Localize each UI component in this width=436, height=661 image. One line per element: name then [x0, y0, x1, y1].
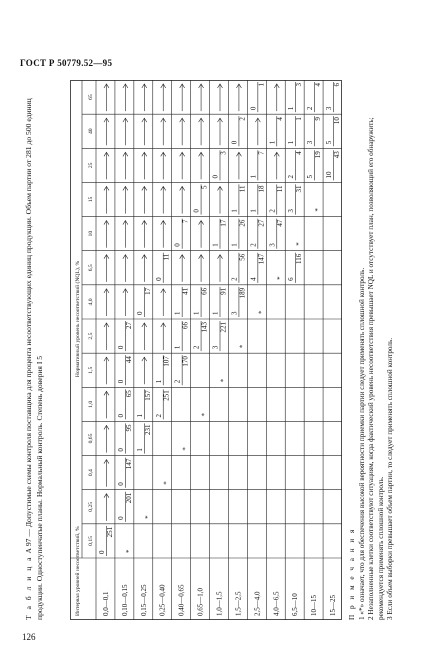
cell-sample-size: 19 — [314, 151, 323, 159]
cell-sample-size: 143 — [200, 322, 209, 333]
cell-sample-size: 107 — [162, 356, 171, 367]
row-label-interval: 15—25 — [329, 595, 338, 616]
cell-sample-size: 116 — [295, 253, 304, 264]
cell-star-mark: * — [200, 412, 209, 417]
cell-sample-size: 251 — [162, 390, 171, 401]
column-header-nql: 65 — [88, 94, 94, 100]
column-header-nql: 0,4 — [88, 469, 94, 477]
cell-sample-size: 157 — [143, 390, 152, 401]
cell-acceptance-number: 3 — [268, 243, 277, 247]
cell-sample-size: 4 — [276, 117, 285, 121]
column-header-nql: 0,65 — [88, 433, 94, 444]
row-label-interval: 2,5—4,0 — [253, 591, 262, 616]
column-header-nql: 1,5 — [88, 366, 94, 374]
rotated-table-block — [22, 80, 422, 620]
cell-sample-size: 231 — [143, 424, 152, 435]
cell-acceptance-number: 0 — [98, 550, 106, 554]
column-header-nql: 4,0 — [88, 298, 94, 306]
column-header-nql: 10 — [88, 230, 94, 237]
cell-sample-size: 5 — [200, 185, 209, 189]
cell-sample-size: 27 — [257, 219, 266, 227]
cell-acceptance-number: 1 — [173, 345, 182, 350]
cell-star-mark: * — [124, 549, 133, 553]
cell-sample-size: 147 — [124, 458, 133, 470]
cell-acceptance-number: 0 — [249, 106, 258, 111]
cell-acceptance-number: 0 — [116, 379, 125, 384]
cell-sample-size: 66 — [181, 322, 190, 329]
cell-star-mark: * — [162, 481, 171, 485]
cell-acceptance-number: 2 — [230, 277, 239, 281]
cell-sample-size: 1 — [257, 83, 266, 87]
cell-sample-size: 7 — [257, 151, 266, 155]
cell-acceptance-number: 0 — [173, 243, 182, 247]
cell-sample-size: 66 — [200, 287, 209, 295]
row-label-interval: 1,5—2,5 — [234, 591, 243, 616]
caption-label: Т а б л и ц а — [24, 555, 33, 620]
cell-acceptance-number: 0 — [154, 277, 163, 281]
caption-text: — Допустимые схемы контроля поставщика для процента несоответствующих единиц продукции. Объем партии от 281 до 500 единиц продукции. Одноступенчатые планы. Нормальный контроль. Степень доверия I 5 — [24, 98, 44, 620]
note-item: 1 «*» означает, что для обеспечения высокой вероятности приемки партии следует применять сплошной контроль. — [357, 267, 366, 620]
cell-acceptance-number: 1 — [287, 140, 296, 145]
cell-acceptance-number: 1 — [154, 379, 163, 384]
row-label-interval: 0,0—0,1 — [101, 591, 110, 616]
cell-sample-size: 221 — [219, 322, 228, 333]
cell-acceptance-number: 3 — [230, 311, 239, 315]
cell-star-mark: * — [276, 276, 285, 280]
cell-sample-size: 31 — [295, 185, 304, 193]
cell-sample-size: 95 — [124, 424, 133, 432]
cell-acceptance-number: 2 — [192, 345, 201, 350]
cell-acceptance-number: 0 — [116, 345, 125, 350]
cell-acceptance-number: 1 — [173, 311, 182, 315]
cell-acceptance-number: 1 — [211, 311, 220, 315]
page-number: 126 — [22, 632, 36, 642]
cell-acceptance-number: 0 — [211, 174, 220, 179]
row-label-interval: 0,25—0,40 — [158, 584, 167, 616]
cell-sample-size: 56 — [238, 253, 247, 261]
caption-number: А 97 — [24, 538, 33, 554]
cell-sample-size: 9 — [314, 117, 323, 121]
column-header-nql: 15 — [88, 196, 94, 203]
cell-acceptance-number: 2 — [249, 243, 258, 247]
cell-star-mark: * — [181, 447, 190, 451]
cell-acceptance-number: 0 — [116, 482, 125, 486]
cell-sample-size: 11 — [162, 253, 171, 261]
cell-acceptance-number: 3 — [211, 345, 220, 350]
row-label-interval: 10—15 — [310, 595, 319, 616]
row-label-interval: 0,10—0,15 — [120, 584, 129, 616]
row-label-interval: 6,5—10 — [291, 593, 300, 616]
cell-sample-size: 189 — [238, 287, 247, 299]
cell-sample-size: 201 — [124, 492, 133, 504]
cell-sample-size: 3 — [295, 83, 304, 87]
cell-sample-size: 4 — [314, 83, 323, 87]
cell-sample-size: 251 — [105, 526, 114, 538]
cell-acceptance-number: 0 — [116, 413, 125, 418]
cell-sample-size: 41 — [181, 287, 190, 295]
cell-sample-size: 2 — [238, 117, 247, 121]
cell-acceptance-number: 0 — [116, 448, 125, 452]
cell-acceptance-number: 1 — [230, 209, 239, 213]
cell-acceptance-number: 1 — [135, 448, 144, 452]
cell-sample-size: 4 — [295, 151, 304, 155]
cell-sample-size: 11 — [238, 185, 247, 193]
cell-acceptance-number: 10 — [325, 171, 334, 179]
cell-acceptance-number: 1 — [230, 243, 239, 247]
cell-star-mark: * — [314, 208, 323, 212]
cell-acceptance-number: 5 — [325, 140, 334, 145]
cell-sample-size: 17 — [219, 219, 228, 227]
cell-sample-size: 26 — [238, 219, 247, 227]
cell-acceptance-number: 3 — [325, 106, 334, 111]
cell-sample-size: 7 — [181, 219, 190, 224]
table-notes — [348, 80, 396, 620]
row-header-label: Интервал уровней несоответствий, % — [75, 526, 81, 616]
cell-sample-size: 1 — [295, 117, 304, 121]
column-header-nql: 0,15 — [88, 536, 94, 546]
cell-acceptance-number: 1 — [135, 413, 144, 418]
column-header-nql: 25 — [88, 162, 94, 169]
cell-acceptance-number: 1 — [211, 243, 220, 247]
cell-acceptance-number: 1 — [249, 209, 258, 213]
cell-acceptance-number: 0 — [230, 140, 239, 145]
cell-sample-size: 18 — [257, 185, 266, 193]
cell-acceptance-number: 3 — [287, 209, 296, 213]
cell-sample-size: 11 — [276, 185, 285, 193]
cell-sample-size: 43 — [333, 151, 341, 159]
column-header-nql: 2,5 — [88, 332, 94, 340]
table-border — [71, 81, 342, 620]
cell-sample-size: 147 — [257, 253, 266, 265]
cell-sample-size: 170 — [181, 356, 190, 367]
column-header-nql: 1,0 — [88, 400, 94, 408]
cell-acceptance-number: 0 — [135, 311, 144, 315]
cell-acceptance-number: 2 — [154, 413, 163, 418]
cell-acceptance-number: 0 — [192, 209, 201, 213]
cell-sample-size: 65 — [124, 390, 133, 398]
cell-acceptance-number: 2 — [173, 379, 182, 384]
cell-acceptance-number: 1 — [249, 174, 258, 179]
cell-acceptance-number: 4 — [249, 277, 258, 281]
column-header-nql: 0,25 — [88, 501, 94, 512]
cell-sample-size: 47 — [276, 219, 285, 227]
cell-acceptance-number: 5 — [306, 174, 315, 179]
table-caption — [24, 80, 45, 620]
column-group-header: Нормативный уровень несоответствий (NQL), % — [75, 260, 81, 378]
cell-star-mark: * — [257, 310, 266, 314]
document-code: ГОСТ Р 50779.52—95 — [20, 58, 113, 68]
cell-star-mark: * — [143, 515, 152, 519]
row-label-interval: 0,65—1,0 — [196, 588, 205, 616]
cell-sample-size: 6 — [333, 83, 341, 87]
cell-star-mark: * — [295, 242, 304, 246]
column-header-nql: 40 — [88, 128, 94, 135]
cell-acceptance-number: 0 — [116, 516, 125, 520]
cell-sample-size: 27 — [124, 322, 133, 329]
notes-title: П р и м е ч а н и я — [348, 527, 356, 620]
cell-acceptance-number: 1 — [287, 106, 296, 111]
row-label-interval: 0,40—0,65 — [177, 584, 186, 616]
cell-sample-size: 44 — [124, 356, 133, 364]
cell-star-mark: * — [219, 378, 228, 383]
cell-acceptance-number: 1 — [268, 140, 277, 145]
row-label-interval: 4,0—6,5 — [272, 591, 281, 616]
row-label-interval: 0,15—0,25 — [139, 584, 148, 616]
cell-acceptance-number: 2 — [306, 106, 315, 111]
row-label-interval: 1,0—1,5 — [215, 591, 224, 616]
cell-star-mark: * — [238, 344, 247, 349]
cell-sample-size: 10 — [333, 117, 341, 125]
acceptance-plan-table — [70, 80, 342, 620]
cell-acceptance-number: 2 — [268, 209, 277, 213]
cell-sample-size: 91 — [219, 287, 228, 295]
cell-acceptance-number: 6 — [287, 277, 296, 281]
column-header-nql: 6,5 — [88, 264, 94, 272]
cell-acceptance-number: 3 — [306, 140, 315, 145]
cell-sample-size: 17 — [143, 287, 152, 295]
cell-acceptance-number: 1 — [192, 311, 201, 315]
cell-sample-size: 3 — [219, 151, 228, 155]
note-item: 2 Незаполненные клетки соответствуют ситуациям, когда фактический уровень несоответствия превышает NQL и отсутствует план, позволяющий его обнаружить; рекомендуется применять сплошной контроль. — [367, 117, 385, 620]
cell-acceptance-number: 2 — [287, 174, 296, 179]
note-item: 3 Если объем выборки превышает объем партии, то следует применять сплошной контроль. — [386, 337, 395, 620]
